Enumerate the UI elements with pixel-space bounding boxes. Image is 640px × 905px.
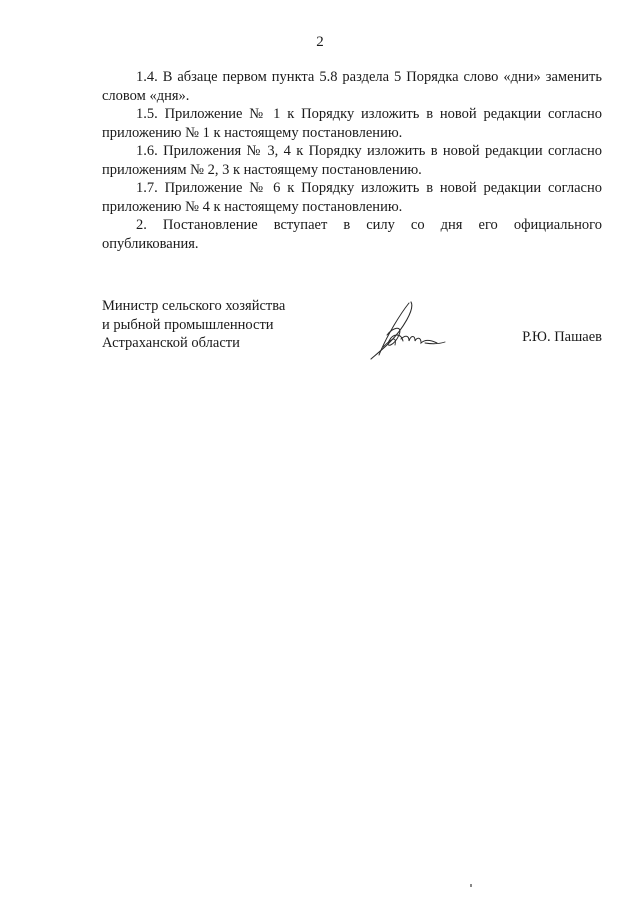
signatory-name: Р.Ю. Пашаев <box>522 329 602 345</box>
signatory-title-line: Министр сельского хозяйства <box>102 298 286 314</box>
document-body <box>102 68 602 253</box>
paragraph-1-5: 1.5. Приложение № 1 к Порядку изложить в новой редакции согласно приложению № 1 к настоящему постановлению. <box>102 106 602 141</box>
handwritten-signature <box>365 299 455 361</box>
signatory-title-line: Астраханской области <box>102 335 240 351</box>
signature-block <box>102 297 602 367</box>
paragraph-1-7: 1.7. Приложение № 6 к Порядку изложить в новой редакции согласно приложению № 4 к настоящему постановлению. <box>102 180 602 215</box>
paragraph-1-6: 1.6. Приложения № 3, 4 к Порядку изложить в новой редакции согласно приложениям № 2, 3 к настоящему постановлению. <box>102 143 602 178</box>
scan-artifact <box>470 884 472 887</box>
page-number: 2 <box>316 34 324 50</box>
signatory-title <box>102 297 285 353</box>
signatory-title-line: и рыбной промышленности <box>102 316 274 333</box>
paragraph-2: 2. Постановление вступает в силу со дня его официального опубликования. <box>102 217 602 252</box>
paragraph-1-4: 1.4. В абзаце первом пункта 5.8 раздела 5 Порядка слово «дни» заменить словом «дня». <box>102 69 602 104</box>
